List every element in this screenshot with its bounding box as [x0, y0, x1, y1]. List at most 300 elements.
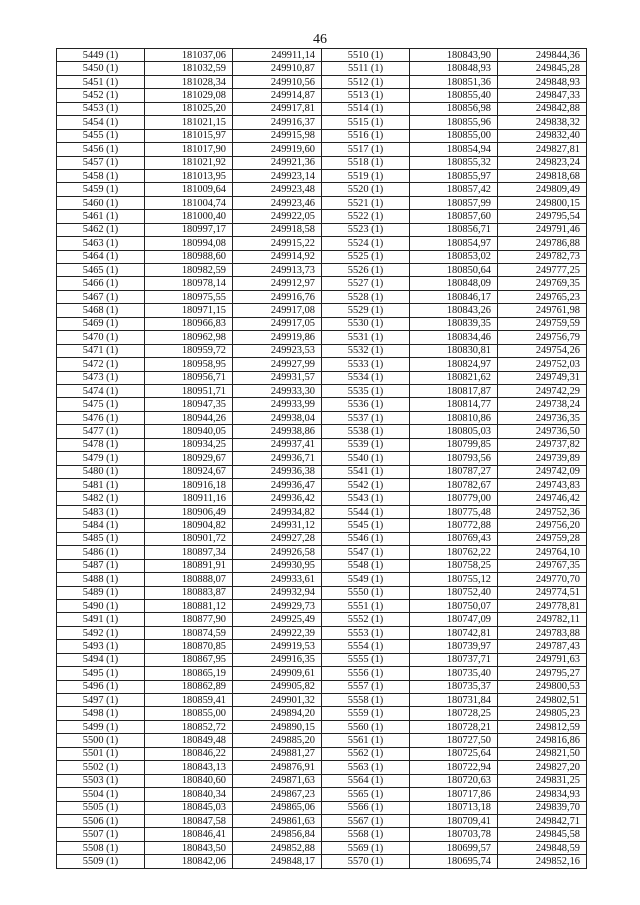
point-id-left-cell: 5482 (1)	[57, 492, 145, 505]
y-coord-right-cell: 249786,88	[498, 237, 587, 250]
y-coord-right-cell: 249752,36	[498, 505, 587, 518]
table-row	[57, 586, 587, 599]
table-row	[57, 116, 587, 129]
y-coord-left-cell: 249912,97	[233, 277, 322, 290]
table-row	[57, 640, 587, 653]
y-coord-left-cell: 249917,08	[233, 304, 322, 317]
y-coord-left-cell: 249923,46	[233, 196, 322, 209]
point-id-left-cell: 5455 (1)	[57, 129, 145, 142]
x-coord-left-cell: 180846,41	[145, 828, 233, 841]
y-coord-right-cell: 249839,70	[498, 801, 587, 814]
y-coord-right-cell: 249800,53	[498, 680, 587, 693]
point-id-right-cell: 5559 (1)	[322, 707, 410, 720]
y-coord-right-cell: 249767,35	[498, 559, 587, 572]
table-row	[57, 102, 587, 115]
x-coord-left-cell: 181028,34	[145, 75, 233, 88]
x-coord-right-cell: 180731,84	[410, 694, 498, 707]
y-coord-right-cell: 249736,35	[498, 411, 587, 424]
x-coord-right-cell: 180805,03	[410, 425, 498, 438]
y-coord-right-cell: 249844,36	[498, 49, 587, 62]
point-id-left-cell: 5471 (1)	[57, 344, 145, 357]
point-id-left-cell: 5476 (1)	[57, 411, 145, 424]
point-id-right-cell: 5524 (1)	[322, 237, 410, 250]
x-coord-left-cell: 180877,90	[145, 613, 233, 626]
y-coord-left-cell: 249867,23	[233, 788, 322, 801]
x-coord-right-cell: 180855,00	[410, 129, 498, 142]
x-coord-left-cell: 181021,92	[145, 156, 233, 169]
point-id-right-cell: 5560 (1)	[322, 720, 410, 733]
x-coord-left-cell: 180916,18	[145, 479, 233, 492]
x-coord-left-cell: 181013,95	[145, 169, 233, 182]
x-coord-left-cell: 180883,87	[145, 586, 233, 599]
y-coord-left-cell: 249933,99	[233, 398, 322, 411]
y-coord-left-cell: 249890,15	[233, 720, 322, 733]
x-coord-left-cell: 180843,13	[145, 761, 233, 774]
y-coord-left-cell: 249913,73	[233, 264, 322, 277]
y-coord-left-cell: 249918,58	[233, 223, 322, 236]
y-coord-left-cell: 249931,57	[233, 371, 322, 384]
x-coord-left-cell: 180904,82	[145, 519, 233, 532]
table-row	[57, 573, 587, 586]
point-id-left-cell: 5506 (1)	[57, 814, 145, 827]
y-coord-right-cell: 249818,68	[498, 169, 587, 182]
y-coord-left-cell: 249915,22	[233, 237, 322, 250]
x-coord-left-cell: 180870,85	[145, 640, 233, 653]
table-row	[57, 237, 587, 250]
y-coord-right-cell: 249812,59	[498, 720, 587, 733]
x-coord-left-cell: 180891,91	[145, 559, 233, 572]
y-coord-left-cell: 249929,73	[233, 599, 322, 612]
y-coord-right-cell: 249831,25	[498, 774, 587, 787]
table-row	[57, 183, 587, 196]
table-row	[57, 734, 587, 747]
point-id-left-cell: 5451 (1)	[57, 75, 145, 88]
point-id-right-cell: 5532 (1)	[322, 344, 410, 357]
point-id-right-cell: 5546 (1)	[322, 532, 410, 545]
x-coord-left-cell: 180959,72	[145, 344, 233, 357]
x-coord-right-cell: 180728,21	[410, 720, 498, 733]
table-row	[57, 546, 587, 559]
y-coord-left-cell: 249922,39	[233, 626, 322, 639]
x-coord-left-cell: 181021,15	[145, 116, 233, 129]
x-coord-right-cell: 180739,97	[410, 640, 498, 653]
x-coord-right-cell: 180782,67	[410, 479, 498, 492]
point-id-left-cell: 5478 (1)	[57, 438, 145, 451]
point-id-left-cell: 5499 (1)	[57, 720, 145, 733]
point-id-right-cell: 5534 (1)	[322, 371, 410, 384]
x-coord-right-cell: 180709,41	[410, 814, 498, 827]
y-coord-left-cell: 249909,61	[233, 667, 322, 680]
point-id-left-cell: 5459 (1)	[57, 183, 145, 196]
x-coord-left-cell: 180978,14	[145, 277, 233, 290]
table-row	[57, 559, 587, 572]
y-coord-right-cell: 249816,86	[498, 734, 587, 747]
table-row	[57, 411, 587, 424]
point-id-right-cell: 5510 (1)	[322, 49, 410, 62]
x-coord-right-cell: 180727,50	[410, 734, 498, 747]
y-coord-left-cell: 249916,37	[233, 116, 322, 129]
x-coord-right-cell: 180824,97	[410, 358, 498, 371]
x-coord-right-cell: 180769,43	[410, 532, 498, 545]
x-coord-right-cell: 180737,71	[410, 653, 498, 666]
point-id-left-cell: 5508 (1)	[57, 841, 145, 854]
point-id-left-cell: 5501 (1)	[57, 747, 145, 760]
y-coord-right-cell: 249791,46	[498, 223, 587, 236]
x-coord-left-cell: 181004,74	[145, 196, 233, 209]
y-coord-right-cell: 249805,23	[498, 707, 587, 720]
x-coord-right-cell: 180850,64	[410, 264, 498, 277]
point-id-right-cell: 5542 (1)	[322, 479, 410, 492]
point-id-left-cell: 5509 (1)	[57, 855, 145, 868]
point-id-left-cell: 5487 (1)	[57, 559, 145, 572]
table-row	[57, 210, 587, 223]
x-coord-right-cell: 180695,74	[410, 855, 498, 868]
table-row	[57, 492, 587, 505]
x-coord-left-cell: 180855,00	[145, 707, 233, 720]
table-row	[57, 761, 587, 774]
x-coord-left-cell: 180982,59	[145, 264, 233, 277]
y-coord-left-cell: 249926,58	[233, 546, 322, 559]
point-id-right-cell: 5525 (1)	[322, 250, 410, 263]
point-id-left-cell: 5492 (1)	[57, 626, 145, 639]
y-coord-right-cell: 249778,81	[498, 599, 587, 612]
point-id-left-cell: 5470 (1)	[57, 331, 145, 344]
point-id-right-cell: 5565 (1)	[322, 788, 410, 801]
y-coord-left-cell: 249917,81	[233, 102, 322, 115]
x-coord-right-cell: 180735,40	[410, 667, 498, 680]
x-coord-left-cell: 181017,90	[145, 143, 233, 156]
y-coord-left-cell: 249871,63	[233, 774, 322, 787]
table-row	[57, 75, 587, 88]
point-id-left-cell: 5473 (1)	[57, 371, 145, 384]
x-coord-right-cell: 180750,07	[410, 599, 498, 612]
x-coord-right-cell: 180758,25	[410, 559, 498, 572]
point-id-right-cell: 5541 (1)	[322, 465, 410, 478]
point-id-left-cell: 5503 (1)	[57, 774, 145, 787]
y-coord-right-cell: 249737,82	[498, 438, 587, 451]
x-coord-left-cell: 180859,41	[145, 694, 233, 707]
x-coord-left-cell: 180852,72	[145, 720, 233, 733]
table-row	[57, 331, 587, 344]
y-coord-left-cell: 249881,27	[233, 747, 322, 760]
y-coord-left-cell: 249876,91	[233, 761, 322, 774]
point-id-left-cell: 5463 (1)	[57, 237, 145, 250]
point-id-left-cell: 5472 (1)	[57, 358, 145, 371]
y-coord-left-cell: 249885,20	[233, 734, 322, 747]
point-id-left-cell: 5490 (1)	[57, 599, 145, 612]
y-coord-right-cell: 249746,42	[498, 492, 587, 505]
x-coord-left-cell: 180956,71	[145, 371, 233, 384]
point-id-left-cell: 5462 (1)	[57, 223, 145, 236]
table-row	[57, 398, 587, 411]
x-coord-left-cell: 181025,20	[145, 102, 233, 115]
x-coord-right-cell: 180821,62	[410, 371, 498, 384]
table-row	[57, 196, 587, 209]
y-coord-left-cell: 249901,32	[233, 694, 322, 707]
y-coord-left-cell: 249917,05	[233, 317, 322, 330]
table-row	[57, 774, 587, 787]
point-id-right-cell: 5523 (1)	[322, 223, 410, 236]
point-id-left-cell: 5457 (1)	[57, 156, 145, 169]
y-coord-left-cell: 249930,95	[233, 559, 322, 572]
x-coord-left-cell: 180847,58	[145, 814, 233, 827]
table-row	[57, 384, 587, 397]
x-coord-right-cell: 180713,18	[410, 801, 498, 814]
x-coord-left-cell: 180966,83	[145, 317, 233, 330]
y-coord-left-cell: 249848,17	[233, 855, 322, 868]
point-id-left-cell: 5479 (1)	[57, 452, 145, 465]
point-id-right-cell: 5533 (1)	[322, 358, 410, 371]
y-coord-left-cell: 249919,86	[233, 331, 322, 344]
point-id-right-cell: 5543 (1)	[322, 492, 410, 505]
y-coord-left-cell: 249922,05	[233, 210, 322, 223]
y-coord-right-cell: 249848,93	[498, 75, 587, 88]
x-coord-left-cell: 180901,72	[145, 532, 233, 545]
y-coord-left-cell: 249923,53	[233, 344, 322, 357]
x-coord-left-cell: 180944,26	[145, 411, 233, 424]
y-coord-left-cell: 249933,61	[233, 573, 322, 586]
table-row	[57, 626, 587, 639]
y-coord-right-cell: 249742,29	[498, 384, 587, 397]
x-coord-right-cell: 180854,97	[410, 237, 498, 250]
x-coord-right-cell: 180799,85	[410, 438, 498, 451]
y-coord-left-cell: 249914,92	[233, 250, 322, 263]
point-id-right-cell: 5570 (1)	[322, 855, 410, 868]
x-coord-left-cell: 180962,98	[145, 331, 233, 344]
point-id-right-cell: 5558 (1)	[322, 694, 410, 707]
point-id-left-cell: 5468 (1)	[57, 304, 145, 317]
table-row	[57, 371, 587, 384]
y-coord-left-cell: 249932,94	[233, 586, 322, 599]
x-coord-right-cell: 180779,00	[410, 492, 498, 505]
point-id-left-cell: 5480 (1)	[57, 465, 145, 478]
y-coord-right-cell: 249756,79	[498, 331, 587, 344]
y-coord-right-cell: 249774,51	[498, 586, 587, 599]
x-coord-left-cell: 180840,60	[145, 774, 233, 787]
coordinates-table	[56, 48, 587, 869]
x-coord-right-cell: 180843,26	[410, 304, 498, 317]
y-coord-right-cell: 249759,59	[498, 317, 587, 330]
page-number: 46	[313, 32, 327, 47]
x-coord-left-cell: 180934,25	[145, 438, 233, 451]
y-coord-right-cell: 249764,10	[498, 546, 587, 559]
point-id-right-cell: 5561 (1)	[322, 734, 410, 747]
point-id-left-cell: 5489 (1)	[57, 586, 145, 599]
y-coord-left-cell: 249921,36	[233, 156, 322, 169]
y-coord-left-cell: 249905,82	[233, 680, 322, 693]
x-coord-right-cell: 180857,60	[410, 210, 498, 223]
table-row	[57, 143, 587, 156]
table-row	[57, 720, 587, 733]
x-coord-right-cell: 180848,09	[410, 277, 498, 290]
table-row	[57, 304, 587, 317]
x-coord-right-cell: 180722,94	[410, 761, 498, 774]
y-coord-left-cell: 249927,99	[233, 358, 322, 371]
x-coord-right-cell: 180728,25	[410, 707, 498, 720]
y-coord-right-cell: 249795,27	[498, 667, 587, 680]
y-coord-right-cell: 249842,88	[498, 102, 587, 115]
table-row	[57, 532, 587, 545]
y-coord-right-cell: 249782,11	[498, 613, 587, 626]
point-id-right-cell: 5518 (1)	[322, 156, 410, 169]
y-coord-right-cell: 249759,28	[498, 532, 587, 545]
point-id-right-cell: 5568 (1)	[322, 828, 410, 841]
y-coord-left-cell: 249925,49	[233, 613, 322, 626]
table-row	[57, 62, 587, 75]
point-id-left-cell: 5449 (1)	[57, 49, 145, 62]
x-coord-left-cell: 180842,06	[145, 855, 233, 868]
point-id-left-cell: 5505 (1)	[57, 801, 145, 814]
y-coord-left-cell: 249937,41	[233, 438, 322, 451]
table-row	[57, 49, 587, 62]
y-coord-left-cell: 249911,14	[233, 49, 322, 62]
table-row	[57, 747, 587, 760]
point-id-left-cell: 5494 (1)	[57, 653, 145, 666]
table-row	[57, 788, 587, 801]
table-row	[57, 505, 587, 518]
x-coord-left-cell: 180845,03	[145, 801, 233, 814]
table-row	[57, 129, 587, 142]
y-coord-right-cell: 249783,88	[498, 626, 587, 639]
point-id-left-cell: 5474 (1)	[57, 384, 145, 397]
point-id-right-cell: 5538 (1)	[322, 425, 410, 438]
x-coord-left-cell: 180846,22	[145, 747, 233, 760]
point-id-right-cell: 5526 (1)	[322, 264, 410, 277]
y-coord-left-cell: 249856,84	[233, 828, 322, 841]
x-coord-right-cell: 180855,40	[410, 89, 498, 102]
table-row	[57, 250, 587, 263]
x-coord-right-cell: 180717,86	[410, 788, 498, 801]
point-id-left-cell: 5458 (1)	[57, 169, 145, 182]
x-coord-left-cell: 180867,95	[145, 653, 233, 666]
point-id-left-cell: 5466 (1)	[57, 277, 145, 290]
x-coord-right-cell: 180725,64	[410, 747, 498, 760]
y-coord-right-cell: 249827,81	[498, 143, 587, 156]
x-coord-left-cell: 181032,59	[145, 62, 233, 75]
point-id-right-cell: 5563 (1)	[322, 761, 410, 774]
point-id-right-cell: 5531 (1)	[322, 331, 410, 344]
point-id-left-cell: 5456 (1)	[57, 143, 145, 156]
point-id-right-cell: 5521 (1)	[322, 196, 410, 209]
point-id-left-cell: 5481 (1)	[57, 479, 145, 492]
x-coord-right-cell: 180762,22	[410, 546, 498, 559]
x-coord-right-cell: 180843,90	[410, 49, 498, 62]
y-coord-left-cell: 249933,30	[233, 384, 322, 397]
table-row	[57, 277, 587, 290]
point-id-left-cell: 5507 (1)	[57, 828, 145, 841]
table-row	[57, 599, 587, 612]
y-coord-right-cell: 249847,33	[498, 89, 587, 102]
point-id-right-cell: 5519 (1)	[322, 169, 410, 182]
y-coord-left-cell: 249936,71	[233, 452, 322, 465]
y-coord-left-cell: 249927,28	[233, 532, 322, 545]
point-id-right-cell: 5562 (1)	[322, 747, 410, 760]
x-coord-right-cell: 180851,36	[410, 75, 498, 88]
point-id-right-cell: 5569 (1)	[322, 841, 410, 854]
point-id-left-cell: 5475 (1)	[57, 398, 145, 411]
point-id-right-cell: 5530 (1)	[322, 317, 410, 330]
point-id-left-cell: 5460 (1)	[57, 196, 145, 209]
x-coord-right-cell: 180848,93	[410, 62, 498, 75]
x-coord-left-cell: 180947,35	[145, 398, 233, 411]
point-id-right-cell: 5513 (1)	[322, 89, 410, 102]
y-coord-left-cell: 249919,53	[233, 640, 322, 653]
y-coord-right-cell: 249777,25	[498, 264, 587, 277]
y-coord-right-cell: 249791,63	[498, 653, 587, 666]
point-id-left-cell: 5477 (1)	[57, 425, 145, 438]
table-row	[57, 667, 587, 680]
y-coord-right-cell: 249765,23	[498, 290, 587, 303]
y-coord-left-cell: 249910,56	[233, 75, 322, 88]
point-id-left-cell: 5453 (1)	[57, 102, 145, 115]
y-coord-left-cell: 249865,06	[233, 801, 322, 814]
y-coord-left-cell: 249916,76	[233, 290, 322, 303]
point-id-right-cell: 5545 (1)	[322, 519, 410, 532]
x-coord-right-cell: 180755,12	[410, 573, 498, 586]
coordinates-table-body	[57, 49, 587, 869]
y-coord-left-cell: 249934,82	[233, 505, 322, 518]
point-id-right-cell: 5528 (1)	[322, 290, 410, 303]
y-coord-right-cell: 249821,50	[498, 747, 587, 760]
table-row	[57, 694, 587, 707]
y-coord-left-cell: 249894,20	[233, 707, 322, 720]
x-coord-right-cell: 180787,27	[410, 465, 498, 478]
x-coord-right-cell: 180855,32	[410, 156, 498, 169]
point-id-left-cell: 5496 (1)	[57, 680, 145, 693]
point-id-right-cell: 5554 (1)	[322, 640, 410, 653]
x-coord-left-cell: 181015,97	[145, 129, 233, 142]
x-coord-left-cell: 180862,89	[145, 680, 233, 693]
x-coord-left-cell: 180874,59	[145, 626, 233, 639]
point-id-right-cell: 5536 (1)	[322, 398, 410, 411]
point-id-right-cell: 5552 (1)	[322, 613, 410, 626]
y-coord-right-cell: 249742,09	[498, 465, 587, 478]
point-id-right-cell: 5529 (1)	[322, 304, 410, 317]
x-coord-left-cell: 180997,17	[145, 223, 233, 236]
y-coord-left-cell: 249923,48	[233, 183, 322, 196]
table-row	[57, 169, 587, 182]
table-row	[57, 680, 587, 693]
y-coord-right-cell: 249848,59	[498, 841, 587, 854]
x-coord-left-cell: 180906,49	[145, 505, 233, 518]
point-id-right-cell: 5564 (1)	[322, 774, 410, 787]
x-coord-right-cell: 180830,81	[410, 344, 498, 357]
x-coord-right-cell: 180747,09	[410, 613, 498, 626]
table-row	[57, 519, 587, 532]
table-row	[57, 290, 587, 303]
y-coord-left-cell: 249852,88	[233, 841, 322, 854]
x-coord-left-cell: 181037,06	[145, 49, 233, 62]
y-coord-right-cell: 249838,32	[498, 116, 587, 129]
x-coord-left-cell: 180840,34	[145, 788, 233, 801]
y-coord-right-cell: 249832,40	[498, 129, 587, 142]
x-coord-left-cell: 180911,16	[145, 492, 233, 505]
y-coord-right-cell: 249761,98	[498, 304, 587, 317]
x-coord-right-cell: 180855,97	[410, 169, 498, 182]
x-coord-right-cell: 180752,40	[410, 586, 498, 599]
point-id-left-cell: 5502 (1)	[57, 761, 145, 774]
y-coord-right-cell: 249752,03	[498, 358, 587, 371]
point-id-right-cell: 5556 (1)	[322, 667, 410, 680]
table-row	[57, 156, 587, 169]
y-coord-right-cell: 249827,20	[498, 761, 587, 774]
x-coord-left-cell: 181029,08	[145, 89, 233, 102]
x-coord-right-cell: 180810,86	[410, 411, 498, 424]
y-coord-right-cell: 249736,50	[498, 425, 587, 438]
point-id-left-cell: 5488 (1)	[57, 573, 145, 586]
point-id-right-cell: 5516 (1)	[322, 129, 410, 142]
table-row	[57, 653, 587, 666]
